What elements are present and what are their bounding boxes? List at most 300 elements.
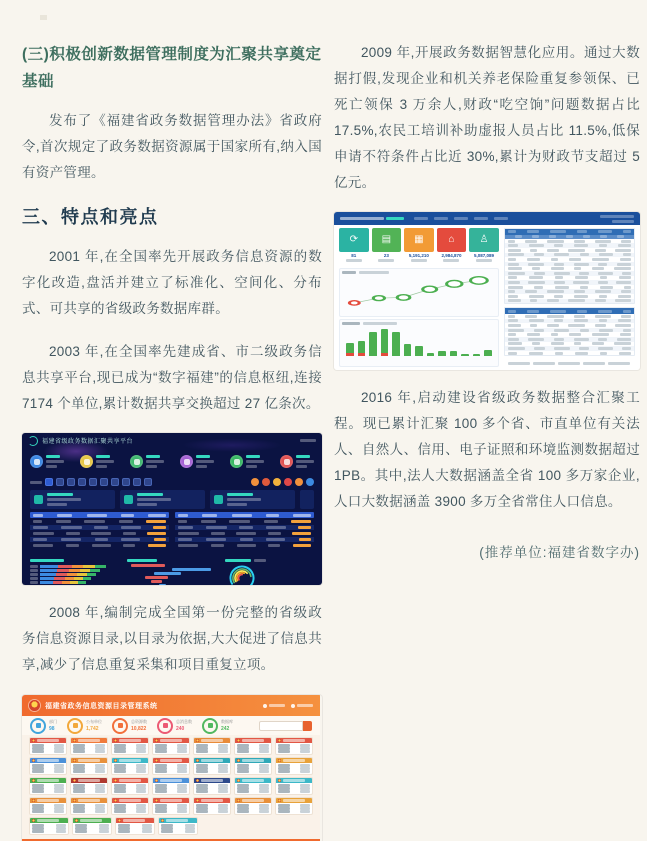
bar-segment — [53, 581, 62, 584]
illegible-text — [595, 299, 606, 302]
catalog-card — [111, 757, 149, 775]
bar — [461, 326, 469, 356]
mini-emblem-icon — [278, 759, 281, 762]
paragraph-policy: 发布了《福建省政务数据管理办法》省政府令,首次规定了政务数据资源属于国家所有,纳入国有资产管理。 — [22, 113, 322, 181]
catalog-card-row — [29, 777, 313, 795]
illegible-text — [61, 538, 81, 541]
mini-emblem-icon — [278, 779, 281, 782]
orange-dashboard-screenshot — [22, 695, 322, 841]
illegible-text — [146, 520, 166, 523]
illegible-text — [619, 352, 631, 355]
dark-table-left — [30, 512, 169, 555]
illegible-text — [148, 514, 166, 517]
illegible-text — [508, 295, 518, 298]
catalog-stat-icon — [112, 718, 128, 734]
catalog-card — [234, 757, 272, 775]
header-link-text — [297, 704, 313, 707]
illegible-text — [529, 319, 544, 322]
illegible-text — [91, 532, 111, 535]
catalog-card — [72, 817, 112, 835]
illegible-text — [32, 750, 44, 753]
blue-subtitle-text — [386, 217, 404, 220]
catalog-stat-glyph — [208, 723, 213, 728]
illegible-text — [118, 830, 130, 833]
illegible-text — [236, 532, 256, 535]
illegible-text — [547, 290, 564, 293]
illegible-text — [154, 538, 166, 541]
illegible-text — [534, 329, 544, 332]
illegible-text — [206, 538, 226, 541]
illegible-text — [32, 770, 44, 773]
mini-emblem-icon — [114, 739, 117, 742]
table-row — [30, 525, 169, 530]
illegible-text — [296, 460, 314, 463]
table-row — [175, 525, 314, 530]
bar-segment — [83, 577, 91, 580]
illegible-text — [178, 544, 198, 547]
illegible-text — [547, 315, 564, 318]
illegible-text — [229, 520, 250, 523]
illegible-text — [615, 249, 631, 252]
gantt-bar — [131, 564, 165, 567]
bar-segment — [40, 581, 53, 584]
toolbar-icon — [78, 478, 86, 486]
illegible-text — [550, 230, 566, 233]
catalog-stat-icon — [157, 718, 173, 734]
toolbar-dot-icon — [295, 478, 303, 486]
bar-segment — [80, 569, 91, 572]
catalog-card-title — [80, 819, 102, 822]
illegible-text — [554, 338, 564, 341]
paragraph-2003: 2003 年,在全国率先建成省、市二级政务信息共享平台,现已成为“数字福建”的信息枢纽,连接 7174 个单位,累计数据共享交换超过 27 亿条次。 — [22, 343, 322, 411]
header-link — [291, 704, 313, 708]
illegible-text — [73, 810, 85, 813]
national-emblem-icon — [29, 700, 40, 711]
illegible-text — [137, 503, 157, 506]
illegible-text — [95, 770, 105, 773]
illegible-text — [47, 498, 81, 501]
header-link-icon — [291, 704, 295, 708]
illegible-text — [569, 258, 581, 261]
illegible-text — [595, 290, 611, 293]
bar-segment — [67, 573, 77, 576]
illegible-text — [119, 520, 133, 523]
illegible-text — [299, 538, 311, 541]
illegible-text — [550, 310, 566, 313]
illegible-text — [508, 263, 519, 266]
orange-header-links — [263, 704, 313, 708]
illegible-text — [508, 281, 520, 284]
illegible-text — [554, 281, 565, 284]
illegible-text — [46, 460, 64, 463]
illegible-text — [508, 290, 515, 293]
bar — [415, 326, 423, 356]
illegible-text — [185, 830, 195, 833]
illegible-text — [246, 465, 257, 468]
chart-title — [342, 322, 360, 325]
tile-value-label — [378, 259, 394, 262]
stat-circle-icon — [80, 455, 93, 468]
catalog-stat-icon — [67, 718, 83, 734]
illegible-text — [211, 532, 225, 535]
document-icon: ▤ — [372, 228, 402, 252]
illegible-text — [300, 790, 310, 793]
illegible-text — [618, 244, 631, 247]
illegible-text — [47, 503, 67, 506]
table-row — [175, 519, 314, 524]
mini-emblem-icon — [196, 759, 199, 762]
mini-emblem-icon — [114, 759, 117, 762]
illegible-text — [599, 319, 607, 322]
bar — [369, 326, 377, 356]
illegible-text — [218, 790, 228, 793]
illegible-text — [620, 258, 631, 261]
illegible-text — [598, 263, 607, 266]
catalog-card — [70, 777, 108, 795]
catalog-card-title — [201, 739, 223, 742]
illegible-text — [33, 532, 54, 535]
toolbar-dot-icon — [306, 478, 314, 486]
catalog-card-title — [123, 819, 145, 822]
illegible-text — [87, 514, 107, 517]
illegible-text — [617, 263, 631, 266]
bar-segment — [77, 573, 87, 576]
tile-value-label — [411, 259, 427, 262]
toolbar-icon — [144, 478, 152, 486]
illegible-text — [201, 520, 216, 523]
mini-emblem-icon — [73, 779, 76, 782]
bar — [358, 326, 366, 356]
illegible-text — [532, 342, 540, 345]
bar-top — [450, 351, 458, 356]
illegible-text — [237, 750, 249, 753]
catalog-card — [193, 737, 231, 755]
illegible-text — [264, 520, 278, 523]
illegible-text — [300, 770, 310, 773]
catalog-card-title — [242, 759, 264, 762]
catalog-card-title — [283, 799, 305, 802]
illegible-text — [99, 830, 109, 833]
paragraph-2016: 2016 年,启动建设省级政务数据整合汇聚工程。现已累计汇聚 100 多个省、市直单位有关法人、自然人、信用、电子证照和环境监测数据超过 1PB。其中,法人大数据涵盖全省 100 多万家企业,人口大数据涵盖 3900 多万全省常住人口信息。 — [334, 390, 640, 510]
illegible-text — [554, 272, 570, 275]
illegible-text — [196, 790, 208, 793]
illegible-text — [196, 465, 207, 468]
illegible-text — [237, 544, 256, 547]
bar-segment — [40, 565, 58, 568]
toolbar-dot-icon — [251, 478, 259, 486]
catalog-card-title — [242, 739, 264, 742]
bar-segment — [51, 585, 59, 586]
gantt-bar — [151, 580, 163, 583]
illegible-text — [136, 810, 146, 813]
bar-segment — [40, 577, 54, 580]
dark-table-right — [175, 512, 314, 555]
header-link — [263, 704, 285, 708]
illegible-text — [218, 810, 228, 813]
illegible-text — [555, 286, 569, 289]
mini-emblem-icon — [75, 819, 78, 822]
illegible-text — [525, 240, 537, 243]
card-cube-icon — [34, 495, 43, 504]
illegible-text — [508, 230, 516, 233]
catalog-stat-value: 10,822 — [131, 726, 147, 733]
catalog-card-row — [29, 797, 313, 815]
illegible-text — [94, 526, 108, 529]
illegible-text — [155, 790, 167, 793]
bar-top — [358, 341, 366, 353]
catalog-card-title — [201, 799, 223, 802]
nav-item — [474, 217, 488, 220]
chart-legend — [254, 559, 266, 562]
mini-emblem-icon — [118, 819, 121, 822]
illegible-text — [47, 493, 73, 496]
bar — [392, 326, 400, 356]
bar-segment — [40, 585, 51, 586]
blue-bar-chart — [339, 319, 499, 368]
illegible-text — [227, 503, 247, 506]
bar — [427, 326, 435, 356]
illegible-text — [155, 750, 167, 753]
blue-stat-values — [339, 253, 499, 266]
illegible-text — [146, 455, 160, 458]
illegible-text — [66, 532, 80, 535]
catalog-stat-glyph — [118, 723, 123, 728]
arc-gauge-svg — [225, 564, 259, 585]
illegible-text — [211, 544, 224, 547]
catalog-card-title — [283, 779, 305, 782]
catalog-card — [70, 797, 108, 815]
bar — [404, 326, 412, 356]
bar-top — [438, 351, 446, 355]
illegible-text — [33, 514, 43, 517]
catalog-card-title — [166, 819, 188, 822]
illegible-text — [527, 258, 540, 261]
illegible-text — [592, 258, 609, 261]
illegible-text — [196, 810, 208, 813]
illegible-text — [155, 810, 167, 813]
illegible-text — [136, 770, 146, 773]
stat-circle-icon — [30, 455, 43, 468]
illegible-text — [554, 263, 564, 266]
illegible-text — [595, 324, 606, 327]
mini-emblem-icon — [32, 799, 35, 802]
catalog-card-title — [119, 779, 141, 782]
footer-note-text — [533, 362, 555, 365]
illegible-text — [178, 520, 187, 523]
illegible-text — [530, 249, 537, 252]
illegible-text — [595, 249, 606, 252]
stacked-bar — [30, 584, 119, 585]
illegible-text — [66, 544, 79, 547]
illegible-text — [508, 347, 525, 350]
footer-note-text — [583, 362, 605, 365]
chapter-heading: 三、特点和亮点 — [22, 207, 159, 228]
table-header-row — [175, 512, 314, 518]
dark-stacked-bar-chart — [30, 557, 119, 585]
mini-emblem-icon — [114, 779, 117, 782]
bar-segment — [69, 569, 80, 572]
mini-emblem-icon — [196, 779, 199, 782]
mini-emblem-icon — [237, 759, 240, 762]
illegible-text — [555, 276, 563, 279]
catalog-stat — [67, 718, 102, 734]
illegible-text — [114, 770, 126, 773]
bar-segment — [74, 577, 83, 580]
illegible-text — [33, 526, 48, 529]
bar-segment — [54, 577, 64, 580]
illegible-text — [300, 810, 310, 813]
tile-value — [469, 253, 499, 266]
illegible-text — [580, 286, 588, 289]
illegible-text — [32, 830, 44, 833]
bar-segment — [56, 573, 67, 576]
bar-segment — [83, 565, 95, 568]
catalog-card — [29, 757, 67, 775]
illegible-text — [202, 514, 217, 517]
mini-emblem-icon — [155, 779, 158, 782]
illegible-text — [554, 329, 569, 332]
illegible-text — [114, 810, 126, 813]
illegible-text — [508, 310, 516, 313]
illegible-text — [529, 276, 543, 279]
illegible-text — [529, 352, 543, 355]
illegible-text — [137, 498, 171, 501]
illegible-text — [568, 249, 585, 252]
blue-line-chart — [339, 268, 499, 317]
illegible-text — [178, 526, 193, 529]
illegible-text — [574, 295, 588, 298]
catalog-stat-value: 242 — [221, 726, 230, 733]
catalog-card — [111, 777, 149, 795]
left-column — [22, 0, 322, 841]
catalog-card — [193, 777, 231, 795]
dark-dashboard-title: 福建省级政务数据汇聚共享平台 — [42, 439, 134, 446]
dark-arc-gauge-chart — [225, 557, 314, 585]
illegible-text — [575, 276, 588, 279]
illegible-text — [508, 315, 515, 318]
gantt-row — [127, 584, 216, 585]
catalog-card — [29, 777, 67, 795]
blue-dashboard-body — [334, 225, 640, 371]
stat-circle-icon — [130, 455, 143, 468]
bar-top — [404, 344, 412, 355]
bar-base — [358, 353, 366, 355]
illegible-text — [121, 526, 141, 529]
illegible-text — [554, 347, 570, 350]
tile-value-label — [346, 259, 362, 262]
mini-emblem-icon — [161, 819, 164, 822]
bar-label — [30, 573, 38, 576]
expand-box-icon — [300, 490, 314, 509]
illegible-text — [527, 310, 539, 313]
chart-title — [225, 559, 251, 562]
bar-label — [30, 585, 38, 586]
illegible-text — [266, 526, 286, 529]
paragraph-2001: 2001 年,在全国率先开展政务信息资源的数字化改造,盘活并建立了标准化、空间化、分布式、可共享的省级政务数据库群。 — [22, 249, 322, 316]
illegible-text — [532, 267, 540, 270]
illegible-text — [621, 290, 631, 293]
bar-segment — [70, 581, 78, 584]
illegible-text — [615, 324, 631, 327]
table-row — [175, 543, 314, 548]
bar-segment — [87, 573, 96, 576]
illegible-text — [259, 810, 269, 813]
bar-label — [30, 569, 38, 572]
illegible-text — [547, 299, 559, 302]
catalog-stat-glyph — [36, 723, 41, 728]
mini-emblem-icon — [155, 739, 158, 742]
tile-value-number: 5,191,210 — [408, 252, 429, 258]
illegible-text — [615, 299, 631, 302]
illegible-text — [136, 750, 146, 753]
illegible-text — [121, 514, 134, 517]
illegible-text — [598, 272, 613, 275]
illegible-text — [227, 498, 261, 501]
illegible-text — [554, 244, 563, 247]
illegible-text — [196, 750, 208, 753]
illegible-text — [575, 352, 588, 355]
illegible-text — [95, 538, 108, 541]
illegible-text — [95, 750, 105, 753]
table-row — [30, 537, 169, 542]
illegible-text — [153, 526, 166, 529]
table-row — [30, 543, 169, 548]
gantt-bar — [154, 572, 181, 575]
bar-label — [30, 565, 38, 568]
illegible-text — [161, 830, 173, 833]
catalog-stat-label: 总资源数 — [131, 719, 147, 725]
illegible-text — [239, 526, 253, 529]
illegible-text — [530, 299, 537, 302]
illegible-text — [618, 295, 631, 298]
illegible-text — [155, 770, 167, 773]
catalog-card-title — [119, 739, 141, 742]
catalog-card-title — [37, 819, 59, 822]
illegible-text — [178, 514, 188, 517]
illegible-text — [569, 333, 581, 336]
illegible-text — [508, 329, 524, 332]
tile-value-number: 5,087,089 — [474, 252, 495, 258]
paragraph-2008: 2008 年,编制完成全国第一份完整的省级政务信息资源目录,以目录为依据,大大促进了信息共享,减少了信息重复采集和项目重复立项。 — [22, 605, 322, 673]
illegible-text — [598, 338, 607, 341]
illegible-text — [508, 338, 519, 341]
illegible-text — [623, 230, 631, 233]
illegible-text — [123, 532, 136, 535]
table-row — [30, 531, 169, 536]
illegible-text — [579, 347, 589, 350]
illegible-text — [56, 830, 66, 833]
bar-chart-area — [342, 326, 496, 356]
section-heading: (三)积极创新数据管理制度为汇聚共享奠定基础 — [22, 46, 322, 90]
bar-top — [381, 329, 389, 354]
illegible-text — [92, 544, 111, 547]
illegible-text — [534, 286, 543, 289]
catalog-card-title — [37, 739, 59, 742]
mini-emblem-icon — [73, 799, 76, 802]
bar — [381, 326, 389, 356]
catalog-card-title — [119, 759, 141, 762]
illegible-text — [227, 493, 253, 496]
illegible-text — [137, 493, 163, 496]
catalog-card — [158, 817, 198, 835]
illegible-text — [528, 263, 544, 266]
dark-tables-row — [22, 510, 322, 557]
table-row — [175, 531, 314, 536]
chart-legend — [359, 271, 389, 274]
illegible-text — [600, 276, 607, 279]
illegible-text — [266, 514, 279, 517]
illegible-text — [598, 281, 608, 284]
